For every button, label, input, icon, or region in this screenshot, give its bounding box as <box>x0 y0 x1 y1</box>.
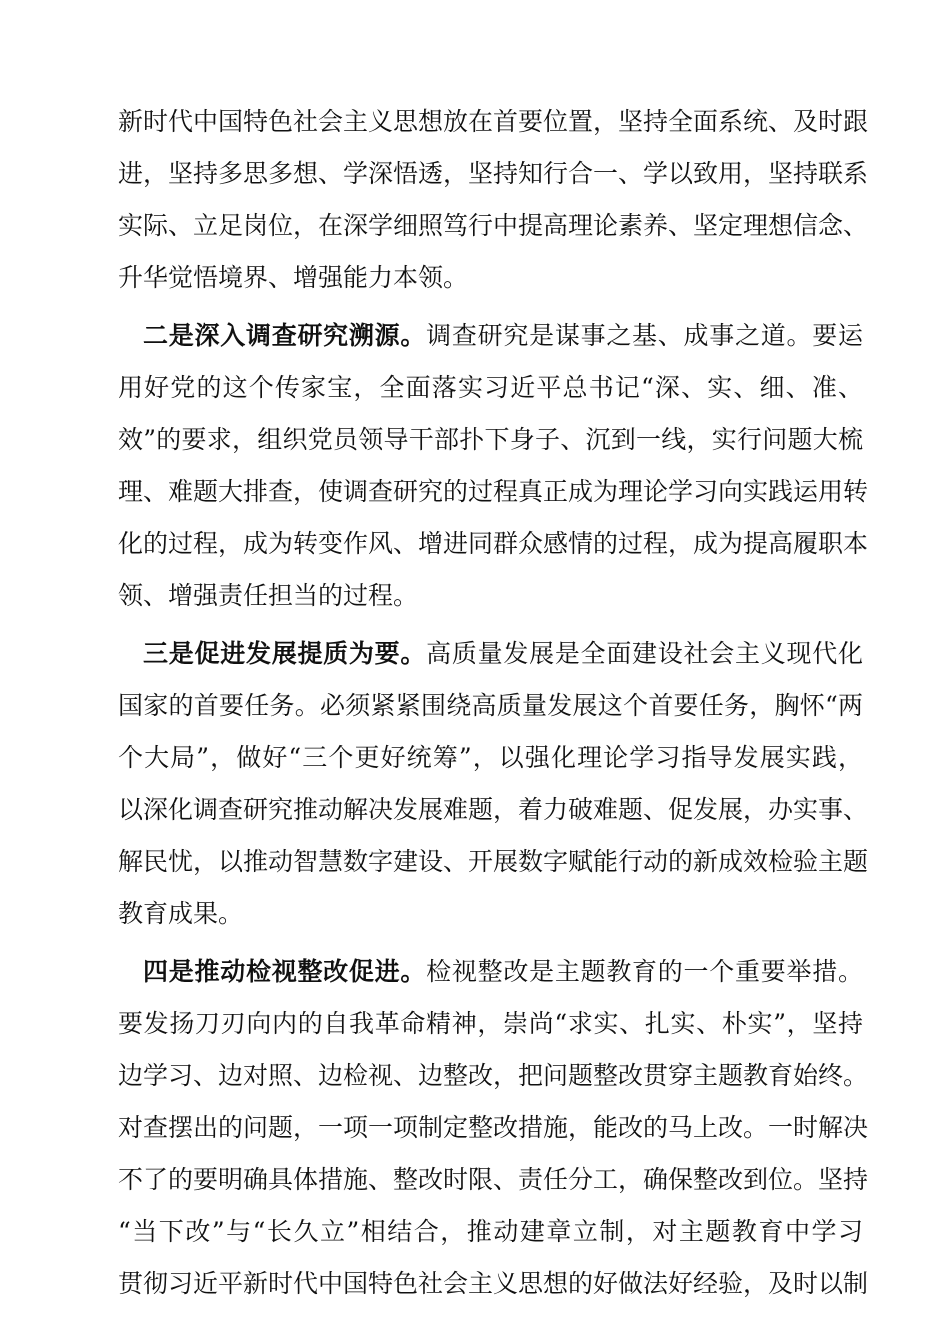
text-line: 贯彻习近平新时代中国特色社会主义思想的好做法好经验，及时以制 <box>118 1269 869 1298</box>
paragraph-first-line <box>118 946 863 998</box>
paragraph-heading: 二是深入调查研究溯源。 <box>143 321 427 350</box>
text-line: 要发扬刀刃向内的自我革命精神，崇尚“求实、扎实、朴实”，坚持 <box>118 1009 863 1038</box>
paragraph-investigation <box>118 310 869 622</box>
text-line: 领、增强责任担当的过程。 <box>118 581 419 610</box>
paragraph-rectification <box>118 946 869 1310</box>
text-line: “当下改”与“长久立”相结合，推动建章立制，对主题教育中学习 <box>118 1217 863 1246</box>
text-line: 教育成果。 <box>118 899 244 928</box>
paragraph-first-line <box>118 310 863 362</box>
text-line: 用好党的这个传家宝，全面落实习近平总书记“深、实、细、准、 <box>118 373 863 402</box>
document-body <box>118 96 869 1310</box>
paragraph-first-line <box>118 628 863 680</box>
text-span: 高质量发展是全面建设社会主义现代化 <box>426 639 863 668</box>
text-line: 解民忧，以推动智慧数字建设、开展数字赋能行动的新成效检验主题 <box>118 847 869 876</box>
text-line: 对查摆出的问题，一项一项制定整改措施，能改的马上改。一时解决 <box>118 1113 869 1142</box>
text-line: 理、难题大排查，使调查研究的过程真正成为理论学习向实践运用转 <box>118 477 869 506</box>
text-line: 不了的要明确具体措施、整改时限、责任分工，确保整改到位。坚持 <box>118 1165 869 1194</box>
text-line: 化的过程，成为转变作风、增进同群众感情的过程，成为提高履职本 <box>118 529 869 558</box>
text-line: 新时代中国特色社会主义思想放在首要位置，坚持全面系统、及时跟 <box>118 107 869 136</box>
text-line: 进，坚持多思多想、学深悟透，坚持知行合一、学以致用，坚持联系 <box>118 159 869 188</box>
paragraph-heading: 四是推动检视整改促进。 <box>143 957 427 986</box>
paragraph-heading: 三是促进发展提质为要。 <box>143 639 427 668</box>
text-span: 检视整改是主题教育的一个重要举措。 <box>426 957 863 986</box>
text-line: 效”的要求，组织党员领导干部扑下身子、沉到一线，实行问题大梳 <box>118 425 863 454</box>
text-line: 个大局”，做好“三个更好统筹”，以强化理论学习指导发展实践， <box>118 743 863 772</box>
text-line: 升华觉悟境界、增强能力本领。 <box>118 263 469 292</box>
text-span: 调查研究是谋事之基、成事之道。要运 <box>426 321 863 350</box>
paragraph-continuation <box>118 96 869 304</box>
text-line: 国家的首要任务。必须紧紧围绕高质量发展这个首要任务，胸怀“两 <box>118 691 863 720</box>
text-line: 边学习、边对照、边检视、边整改，把问题整改贯穿主题教育始终。 <box>118 1061 869 1090</box>
text-line: 实际、立足岗位，在深学细照笃行中提高理论素养、坚定理想信念、 <box>118 211 869 240</box>
text-line: 以深化调查研究推动解决发展难题，着力破难题、促发展，办实事、 <box>118 795 869 824</box>
paragraph-development <box>118 628 869 940</box>
